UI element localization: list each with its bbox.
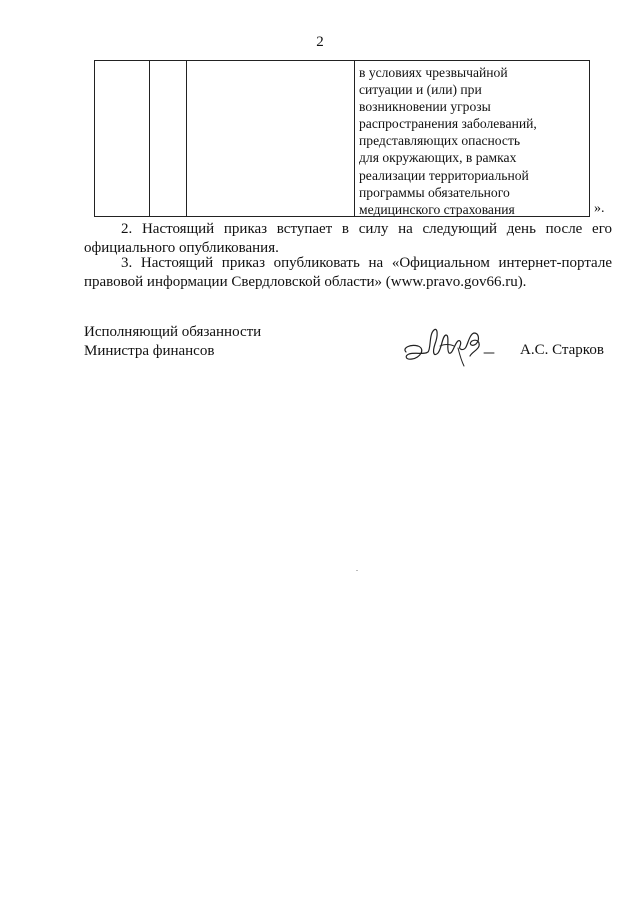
table-column-divider bbox=[186, 61, 187, 216]
cell-line: для окружающих, в рамках bbox=[359, 150, 517, 166]
table-continuation bbox=[94, 60, 590, 217]
paragraph-3-line-2: правовой информации Свердловской области» (www.pravo.gov66.ru). bbox=[84, 274, 527, 290]
paragraph-2 bbox=[84, 220, 612, 258]
cell-line: в условиях чрезвычайной bbox=[359, 65, 508, 80]
cell-line: программы обязательного bbox=[359, 184, 510, 200]
cell-line: распространения заболеваний, bbox=[359, 116, 537, 132]
signatory-name: А.С. Старков bbox=[520, 342, 604, 358]
cell-line: представляющих опасность bbox=[359, 133, 521, 149]
cell-line: реализации территориальной bbox=[359, 167, 529, 183]
page-number: 2 bbox=[316, 34, 324, 50]
signatory-title-line-1: Исполняющий обязанности bbox=[84, 324, 262, 340]
cell-line: медицинского страхования bbox=[359, 201, 515, 217]
closing-quote: ». bbox=[594, 201, 605, 216]
table-cell-text bbox=[359, 64, 584, 218]
handwritten-signature bbox=[400, 322, 500, 370]
scan-speck bbox=[356, 570, 358, 571]
cell-line: ситуации и (или) при bbox=[359, 82, 482, 98]
paragraph-3-line-1: 3. Настоящий приказ опубликовать на «Официальном интернет-портале bbox=[121, 255, 612, 271]
cell-line: возникновении угрозы bbox=[359, 99, 491, 115]
signatory-title bbox=[84, 323, 261, 361]
signatory-title-line-2: Министра финансов bbox=[84, 343, 215, 359]
paragraph-2-line-2: официального опубликования. bbox=[84, 240, 279, 256]
paragraph-2-line-1: 2. Настоящий приказ вступает в силу на следующий день после его bbox=[121, 221, 612, 237]
table-column-divider bbox=[354, 61, 355, 216]
paragraph-3 bbox=[84, 254, 612, 292]
table-column-divider bbox=[149, 61, 150, 216]
